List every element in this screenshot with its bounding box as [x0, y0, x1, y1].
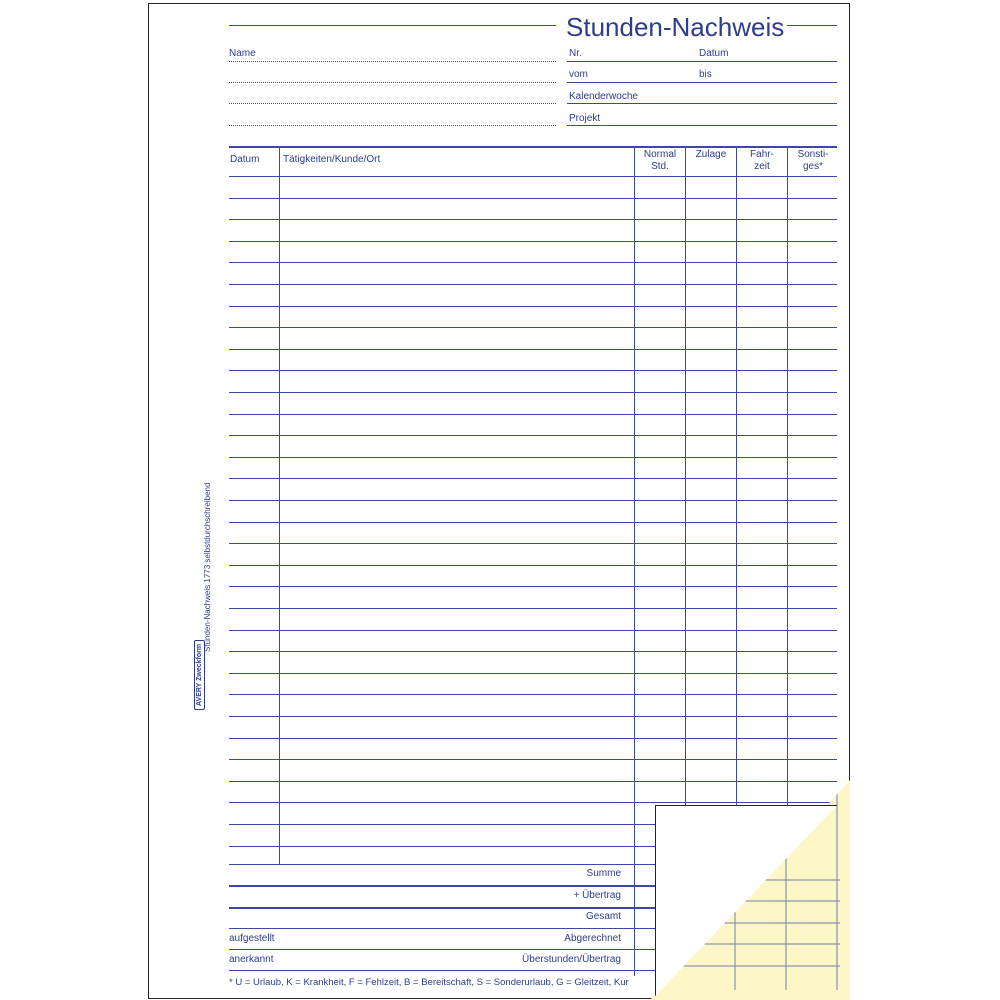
col-header-taetigkeiten: Tätigkeiten/Kunde/Ort — [283, 154, 381, 165]
col-header-fahrzeit-1: Fahr- — [750, 149, 774, 160]
col-header-datum: Datum — [230, 154, 260, 165]
table-row[interactable] — [229, 306, 837, 307]
col-header-fahrzeit-2: zeit — [754, 161, 770, 172]
table-row[interactable] — [229, 781, 837, 782]
table-row[interactable] — [229, 414, 837, 415]
gesamt-label: Gesamt — [585, 911, 621, 922]
col-divider-datum — [279, 146, 280, 864]
kw-field-line[interactable] — [567, 103, 837, 104]
table-row[interactable] — [229, 522, 837, 523]
anerkannt-label: anerkannt — [229, 954, 274, 965]
table-row[interactable] — [229, 673, 837, 674]
table-row[interactable] — [229, 176, 837, 177]
nr-field-line[interactable] — [567, 61, 837, 62]
projekt-field-line[interactable] — [567, 125, 837, 126]
table-row[interactable] — [229, 651, 837, 652]
col-header-normal-2: Std. — [651, 161, 669, 172]
table-row[interactable] — [229, 370, 837, 371]
table-row[interactable] — [229, 608, 837, 609]
aufgestellt-label: aufgestellt — [229, 933, 275, 944]
nr-label: Nr. — [569, 48, 582, 59]
ueberstunden-label: Überstunden/Übertrag — [522, 954, 621, 965]
table-row[interactable] — [229, 586, 837, 587]
table-row[interactable] — [229, 241, 837, 242]
name-line-4[interactable] — [229, 125, 556, 126]
name-label: Name — [229, 48, 256, 59]
name-line-1[interactable] — [229, 61, 556, 62]
table-row[interactable] — [229, 392, 837, 393]
table-row[interactable] — [229, 219, 837, 220]
table-row[interactable] — [229, 759, 837, 760]
table-row[interactable] — [229, 198, 837, 199]
col-header-normal-1: Normal — [643, 149, 677, 160]
projekt-label: Projekt — [569, 113, 601, 124]
uebertrag-label: + Übertrag — [573, 890, 621, 901]
title-rule-left — [229, 25, 556, 26]
col-divider-normal — [634, 146, 635, 976]
table-top-rule — [229, 146, 837, 148]
table-row[interactable] — [229, 738, 837, 739]
table-row[interactable] — [229, 543, 837, 544]
table-row[interactable] — [229, 435, 837, 436]
footnote: * U = Urlaub, K = Krankheit, F = Fehlzeit, B = Bereitschaft, S = Sonderurlaub, G = Gleitzeit, Kur — [229, 977, 629, 988]
col-header-sonstiges-2: ges* — [802, 161, 823, 172]
table-row[interactable] — [229, 565, 837, 566]
name-line-3[interactable] — [229, 103, 556, 104]
side-imprint: Stunden-Nachweis 1773 selbstdurchschreibend — [203, 482, 212, 652]
table-row[interactable] — [229, 327, 837, 328]
datum-label: Datum — [699, 48, 729, 59]
table-row[interactable] — [229, 478, 837, 479]
abgerechnet-label: Abgerechnet — [564, 933, 621, 944]
vom-field-line[interactable] — [567, 82, 837, 83]
table-row[interactable] — [229, 457, 837, 458]
col-header-sonstiges-1: Sonsti- — [797, 149, 829, 160]
table-row[interactable] — [229, 284, 837, 285]
title-rule-right — [787, 25, 837, 26]
table-row[interactable] — [229, 694, 837, 695]
table-row[interactable] — [229, 716, 837, 717]
bis-label: bis — [699, 69, 712, 80]
brand-logo: AVERY Zweckform — [194, 640, 205, 710]
table-row[interactable] — [229, 500, 837, 501]
form-title: Stunden-Nachweis — [566, 12, 785, 42]
vom-label: vom — [569, 69, 588, 80]
table-row[interactable] — [229, 349, 837, 350]
summe-label: Summe — [586, 868, 621, 879]
table-row[interactable] — [229, 802, 837, 803]
col-header-zulage: Zulage — [695, 149, 727, 160]
table-row[interactable] — [229, 262, 837, 263]
name-line-2[interactable] — [229, 82, 556, 83]
kw-label: Kalenderwoche — [569, 91, 638, 102]
table-row[interactable] — [229, 630, 837, 631]
